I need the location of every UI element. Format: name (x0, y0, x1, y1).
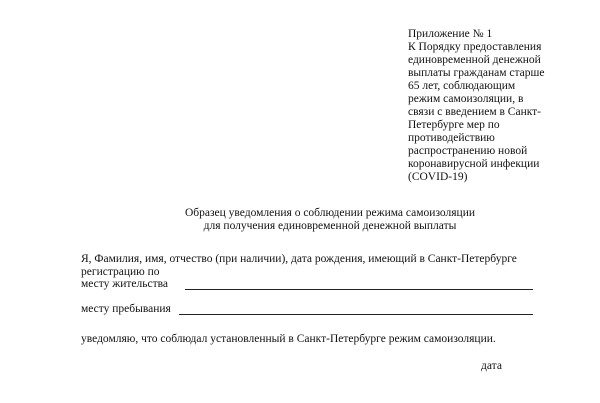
appendix-line: (COVID-19) (408, 171, 468, 183)
appendix-line: 65 лет, соблюдающим (408, 80, 516, 92)
appendix-line: противодействию (408, 132, 495, 144)
appendix-line: единовременной денежной (408, 54, 541, 66)
title-line-2: для получения единовременной денежной выплаты (203, 220, 457, 232)
appendix-line: режим самоизоляции, в (408, 93, 524, 105)
confirmation-text: уведомляю, что соблюдал установленный в Санкт-Петербурге режим самоизоляции. (81, 333, 496, 345)
appendix-header (408, 28, 578, 184)
document-title (0, 207, 600, 233)
stay-label: месту пребывания (81, 303, 171, 315)
residence-label: месту жительства (81, 278, 168, 290)
residence-blank-line[interactable] (185, 289, 533, 290)
appendix-line: распространению новой (408, 145, 528, 157)
appendix-line: Петербурге мер по (408, 119, 500, 131)
intro-paragraph (81, 253, 556, 279)
intro-line-2: регистрацию по (81, 266, 160, 278)
appendix-line: К Порядку предоставления (408, 41, 542, 53)
title-line-1: Образец уведомления о соблюдении режима самоизоляции (184, 207, 476, 219)
appendix-line: связи с введением в Санкт- (408, 106, 542, 118)
stay-blank-line[interactable] (179, 314, 533, 315)
intro-line-1: Я, Фамилия, имя, отчество (при наличии), дата рождения, имеющий в Санкт-Петербурге (81, 253, 517, 265)
stay-field-row (81, 303, 541, 317)
appendix-line: выплаты гражданам старше (408, 67, 545, 79)
date-label: дата (481, 360, 502, 372)
appendix-line: Приложение № 1 (408, 28, 493, 40)
residence-field-row (81, 278, 541, 292)
appendix-line: коронавирусной инфекции (408, 158, 540, 170)
